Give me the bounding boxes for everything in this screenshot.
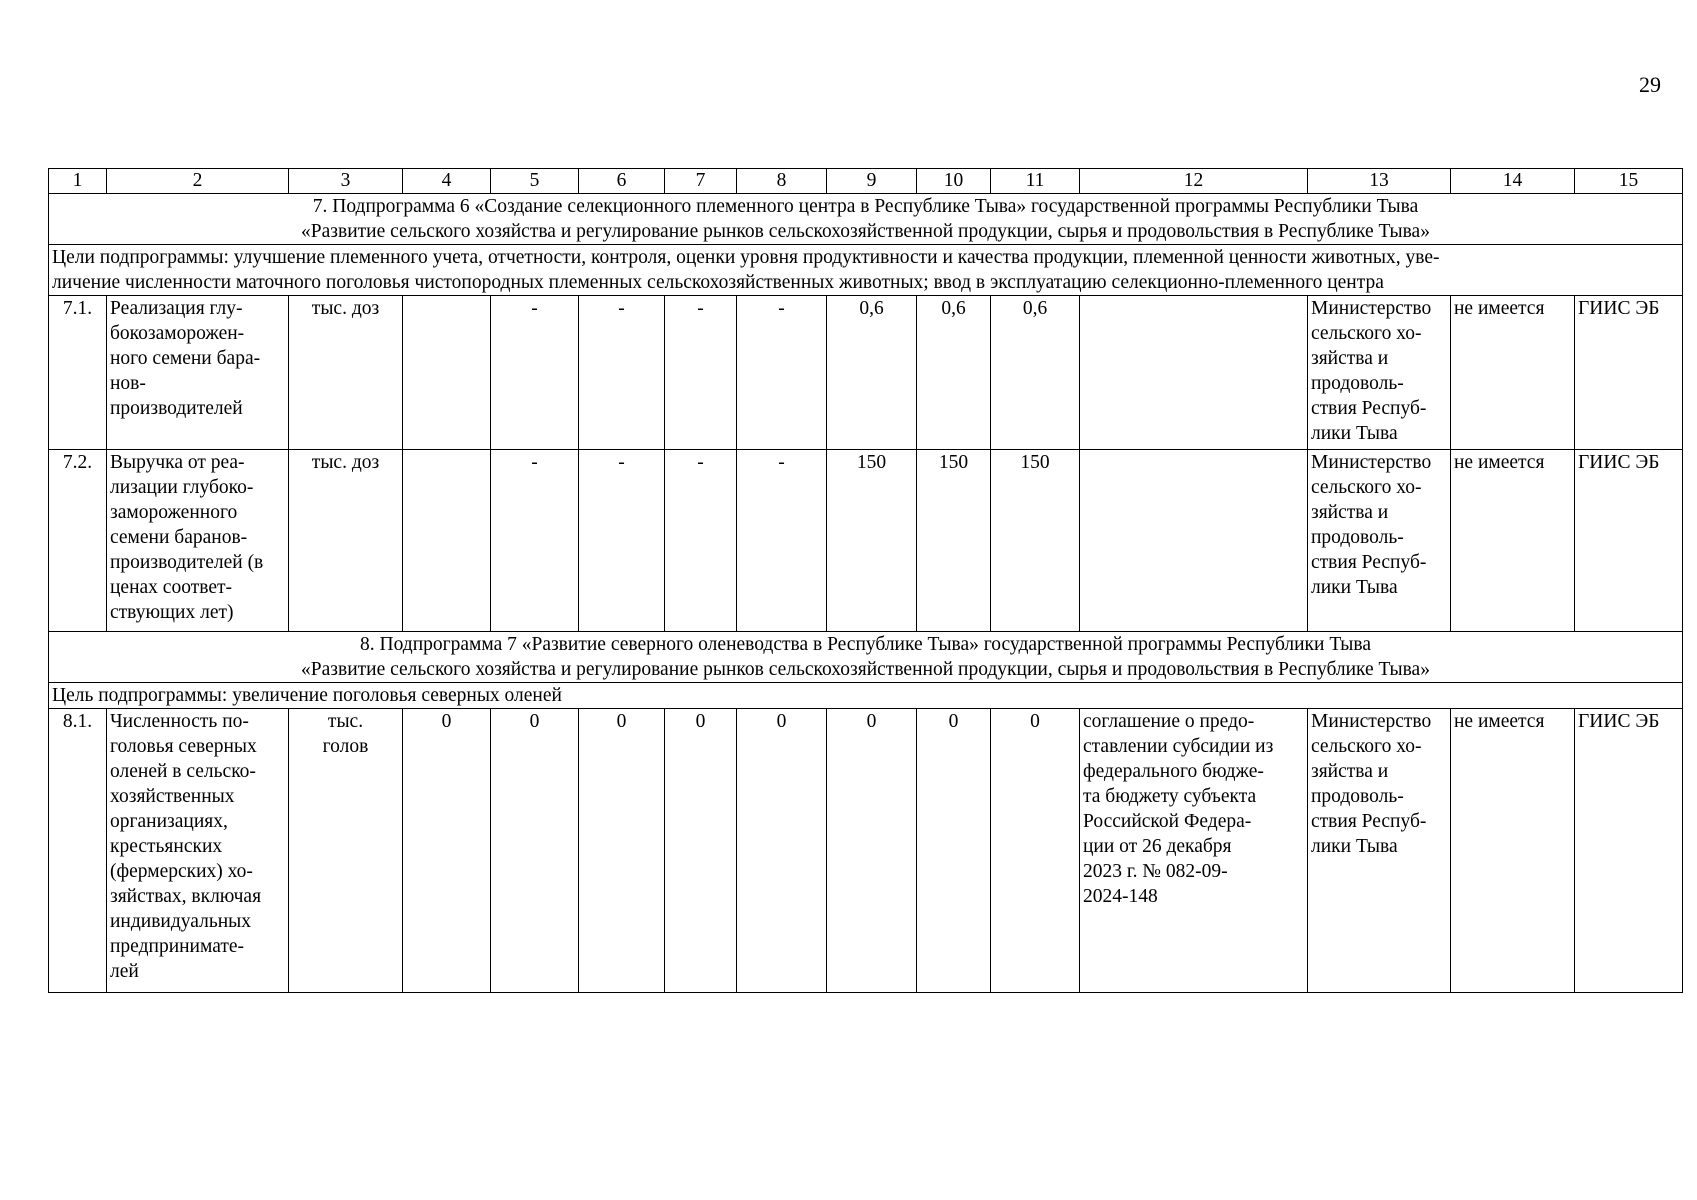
value-col-4 [403,450,491,632]
table-row [49,450,1683,632]
value-col-6: 0 [579,709,665,993]
value-col-4 [403,296,491,450]
value-col-10: 0,6 [917,296,991,450]
value-col-6: - [579,450,665,632]
section-goal-line: Цели подпрограммы: улучшение племенного учета, отчетности, контроля, оценки уровня продуктивности и качества продукции, племенной ценности животных, уве- [52,247,1440,268]
row-number: 8.1. [49,709,107,993]
unit: тыс. доз [289,296,403,450]
table-row [49,296,1683,450]
indicator-name: Выручка от реа- лизации глубоко- замороженного семени баранов- производителей (в ценах соответ- ствующих лет) [107,450,289,632]
value-col-9: 0,6 [827,296,917,450]
value-col-4: 0 [403,709,491,993]
column-number: 8 [737,169,827,194]
column-number: 5 [491,169,579,194]
responsible-body: Министерство сельского хо- зяйства и продоволь- ствия Респуб- лики Тыва [1308,709,1451,993]
unit: тыс. голов [289,709,403,993]
information-system: ГИИС ЭБ [1575,296,1683,450]
table-row [49,709,1683,993]
section-goal-row [49,683,1683,709]
related-indicator: не имеется [1451,296,1575,450]
value-col-9: 0 [827,709,917,993]
page-number: 29 [1639,72,1661,97]
section-goal-line: Цель подпрограммы: увеличение поголовья северных оленей [52,685,562,706]
section-title-line: 7. Подпрограмма 6 «Создание селекционного племенного центра в Республике Тыва» государственной программы Республики Тыва [312,196,1419,217]
row-number: 7.1. [49,296,107,450]
column-number: 10 [917,169,991,194]
section-title [49,632,1683,683]
value-col-8: - [737,296,827,450]
value-col-6: - [579,296,665,450]
section-goal-row [49,245,1683,296]
value-col-10: 0 [917,709,991,993]
value-col-5: - [491,296,579,450]
value-col-8: 0 [737,709,827,993]
unit: тыс. доз [289,450,403,632]
column-number: 12 [1080,169,1308,194]
value-col-7: 0 [665,709,737,993]
value-col-11: 0,6 [991,296,1080,450]
section-title-line: «Развитие сельского хозяйства и регулирование рынков сельскохозяйственной продукции, сырья и продовольствия в Республике Тыва» [301,221,1430,242]
section-title-row [49,194,1683,245]
information-system: ГИИС ЭБ [1575,450,1683,632]
value-col-10: 150 [917,450,991,632]
section-title-line: 8. Подпрограмма 7 «Развитие северного оленеводства в Республике Тыва» государственной программы Республики Тыва [360,634,1371,655]
responsible-body: Министерство сельского хо- зяйства и продоволь- ствия Респуб- лики Тыва [1308,296,1451,450]
document-basis [1080,450,1308,632]
column-number: 11 [991,169,1080,194]
column-number-row [49,169,1683,194]
section-title-row [49,632,1683,683]
column-number: 4 [403,169,491,194]
section-title [49,194,1683,245]
column-number: 6 [579,169,665,194]
indicator-name: Реализация глу- бокозаморожен- ного семени бара- нов- производителей [107,296,289,450]
section-goal [49,245,1683,296]
column-number: 3 [289,169,403,194]
value-col-11: 150 [991,450,1080,632]
value-col-8: - [737,450,827,632]
row-number: 7.2. [49,450,107,632]
column-number: 13 [1308,169,1451,194]
column-number: 7 [665,169,737,194]
value-col-5: - [491,450,579,632]
section-title-line: «Развитие сельского хозяйства и регулирование рынков сельскохозяйственной продукции, сырья и продовольствия в Республике Тыва» [301,659,1430,680]
column-number: 1 [49,169,107,194]
value-col-7: - [665,450,737,632]
column-number: 2 [107,169,289,194]
section-goal [49,683,1683,709]
value-col-5: 0 [491,709,579,993]
value-col-11: 0 [991,709,1080,993]
indicator-name: Численность по- головья северных оленей в сельско- хозяйственных организациях, крестьянских (фермерских) хо- зяйствах, включая индивидуальных предпринимате- лей [107,709,289,993]
column-number: 14 [1451,169,1575,194]
indicators-table [48,168,1683,993]
related-indicator: не имеется [1451,450,1575,632]
section-goal-line: личение численности маточного поголовья чистопородных племенных сельскохозяйственных животных; ввод в эксплуатацию селекционно-племенного центра [52,272,1384,293]
related-indicator: не имеется [1451,709,1575,993]
column-number: 15 [1575,169,1683,194]
document-basis [1080,296,1308,450]
value-col-9: 150 [827,450,917,632]
responsible-body: Министерство сельского хо- зяйства и продоволь- ствия Респуб- лики Тыва [1308,450,1451,632]
document-basis: соглашение о предо- ставлении субсидии из федерального бюдже- та бюджету субъекта Российской Федера- ции от 26 декабря 2023 г. № 082-09- 2024-148 [1080,709,1308,993]
information-system: ГИИС ЭБ [1575,709,1683,993]
value-col-7: - [665,296,737,450]
column-number: 9 [827,169,917,194]
